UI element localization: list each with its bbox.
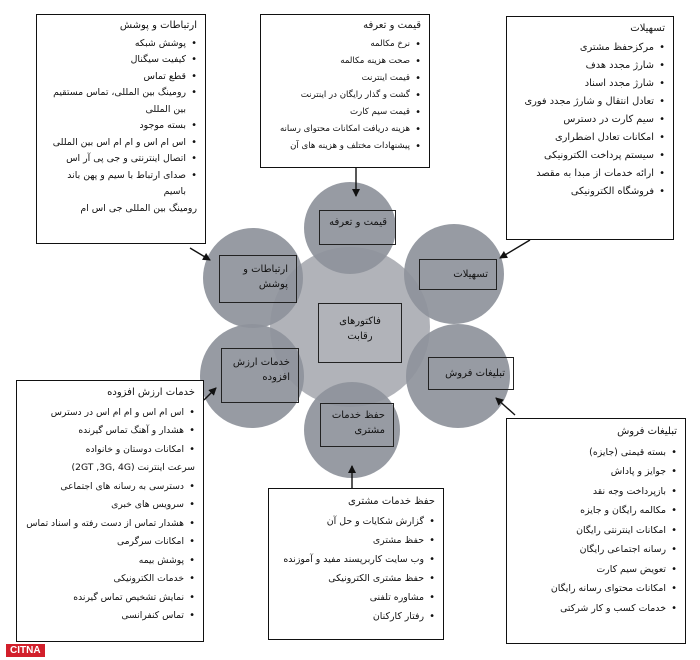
- node-facilities-label: تسهیلات: [453, 269, 488, 280]
- list-item: • تماس کنفرانسی: [23, 607, 195, 626]
- list-item: • رومینگ بین المللی، تماس مستقیم بین المللی: [43, 85, 197, 118]
- watermark-logo: CITNA: [6, 644, 45, 657]
- box-promotions: [506, 418, 686, 644]
- node-vas: [221, 348, 299, 403]
- list-item: • پوشش بیمه: [23, 552, 195, 571]
- box-pricing: [260, 14, 430, 168]
- list-item: • نمایش تشخیص تماس گیرنده: [23, 589, 195, 608]
- list-item: • خدمات الکترونیکی: [23, 570, 195, 589]
- box-coverage-title: ارتباطات و پوشش: [119, 20, 197, 31]
- list-item: • بسته موجود: [43, 118, 197, 135]
- list-item: • رسانه اجتماعی رایگان: [513, 540, 677, 560]
- list-item: • سیستم پرداخت الکترونیکی: [513, 147, 665, 165]
- box-promotions-title: تبلیغات فروش: [617, 426, 677, 437]
- list-item: • شارژ مجدد اسناد: [513, 75, 665, 93]
- center-label: فاکتورهای رقابت: [339, 316, 381, 342]
- list-item: • سرویس های خبری: [23, 496, 195, 515]
- list-item: • امکانات تعادل اضطراری: [513, 129, 665, 147]
- list-item: سرعت اینترنت (2GT ,3G, 4G): [71, 462, 195, 473]
- node-retention-label: حفظ خدمات مشتری: [331, 410, 385, 436]
- node-coverage: [219, 255, 297, 303]
- list-item: • هزینه دریافت امکانات محتوای رسانه: [267, 121, 421, 138]
- list-item: • سیم کارت در دسترس: [513, 111, 665, 129]
- node-promotions-label: تبلیغات فروش: [445, 368, 505, 379]
- list-item: • مرکزحفظ مشتری: [513, 39, 665, 57]
- center-node: [318, 303, 402, 363]
- list-item: • اس ام اس و ام ام اس در دسترس: [23, 404, 195, 423]
- node-pricing: [319, 210, 396, 245]
- list-item: • گشت و گذار رایگان در اینترنت: [267, 87, 421, 104]
- list-item: • اس ام اس و ام ام اس بین المللی: [43, 135, 197, 152]
- box-pricing-title: قیمت و تعرفه: [363, 20, 421, 31]
- list-item: • امکانات اینترنتی رایگان: [513, 521, 677, 541]
- arrow-facilities: [500, 240, 530, 258]
- box-facilities: [506, 16, 674, 240]
- list-item: • مشاوره تلفنی: [275, 588, 435, 607]
- list-item: • وب سایت کاربرپسند مفید و آموزنده: [275, 550, 435, 569]
- list-item: • قیمت اینترنت: [267, 70, 421, 87]
- node-retention: [320, 403, 394, 447]
- list-item: • مکالمه رایگان و جایزه: [513, 501, 677, 521]
- list-item: • قیمت سیم کارت: [267, 104, 421, 121]
- list-item: • شارژ مجدد هدف: [513, 57, 665, 75]
- list-item: • خدمات کسب و کار شرکتی: [513, 599, 677, 619]
- list-item: • بازپرداخت وجه نقد: [513, 482, 677, 502]
- box-retention: [268, 488, 444, 640]
- list-item: • پوشش شبکه: [43, 36, 197, 53]
- box-coverage: [36, 14, 206, 244]
- list-item: • کیفیت سیگنال: [43, 52, 197, 69]
- node-pricing-label: قیمت و تعرفه: [329, 217, 387, 228]
- list-item: • اتصال اینترنتی و جی پی آر اس: [43, 151, 197, 168]
- list-item: • هشدار و آهنگ تماس گیرنده: [23, 422, 195, 441]
- list-item: • حفظ مشتری: [275, 531, 435, 550]
- list-item: • حفظ مشتری الکترونیکی: [275, 569, 435, 588]
- list-item: • امکانات دوستان و خانواده: [23, 441, 195, 460]
- arrow-coverage: [190, 248, 210, 260]
- list-item: • تعادل انتقال و شارژ مجدد فوری: [513, 93, 665, 111]
- list-item: • صدای ارتباط با سیم و پهن باند باسیم: [43, 168, 197, 201]
- list-item: رومینگ بین المللی جی اس ام: [80, 202, 197, 214]
- list-item: • رفتار کارکنان: [275, 607, 435, 626]
- list-item: • پیشنهادات مختلف و هزینه های آن: [267, 138, 421, 155]
- list-item: • دسترسی به رسانه های اجتماعی: [23, 478, 195, 497]
- list-item: • جوایز و پاداش: [513, 462, 677, 482]
- list-item: • صحت هزینه مکالمه: [267, 53, 421, 70]
- list-item: • فروشگاه الکترونیکی: [513, 183, 665, 201]
- list-item: • گزارش شکایات و حل آن: [275, 512, 435, 531]
- list-item: • امکانات محتوای رسانه رایگان: [513, 579, 677, 599]
- list-item: • قطع تماس: [43, 69, 197, 86]
- box-facilities-title: تسهیلات: [630, 23, 665, 34]
- node-facilities: [419, 259, 497, 290]
- box-retention-title: حفظ خدمات مشتری: [348, 496, 435, 507]
- list-item: • امکانات سرگرمی: [23, 533, 195, 552]
- node-coverage-label: ارتباطات و پوشش: [243, 264, 288, 290]
- list-item: • ارائه خدمات از مبدا به مقصد: [513, 165, 665, 183]
- list-item: • هشدار تماس از دست رفته و اسناد تماس: [23, 515, 195, 534]
- box-vas: [16, 380, 204, 642]
- list-item: • نرخ مکالمه: [267, 36, 421, 53]
- list-item: • بسته قیمتی (جایزه): [513, 443, 677, 463]
- list-item: • تعویض سیم کارت: [513, 560, 677, 580]
- box-vas-title: خدمات ارزش افزوده: [107, 387, 195, 398]
- node-vas-label: خدمات ارزش افزوده: [232, 357, 290, 383]
- node-promotions: [428, 357, 514, 390]
